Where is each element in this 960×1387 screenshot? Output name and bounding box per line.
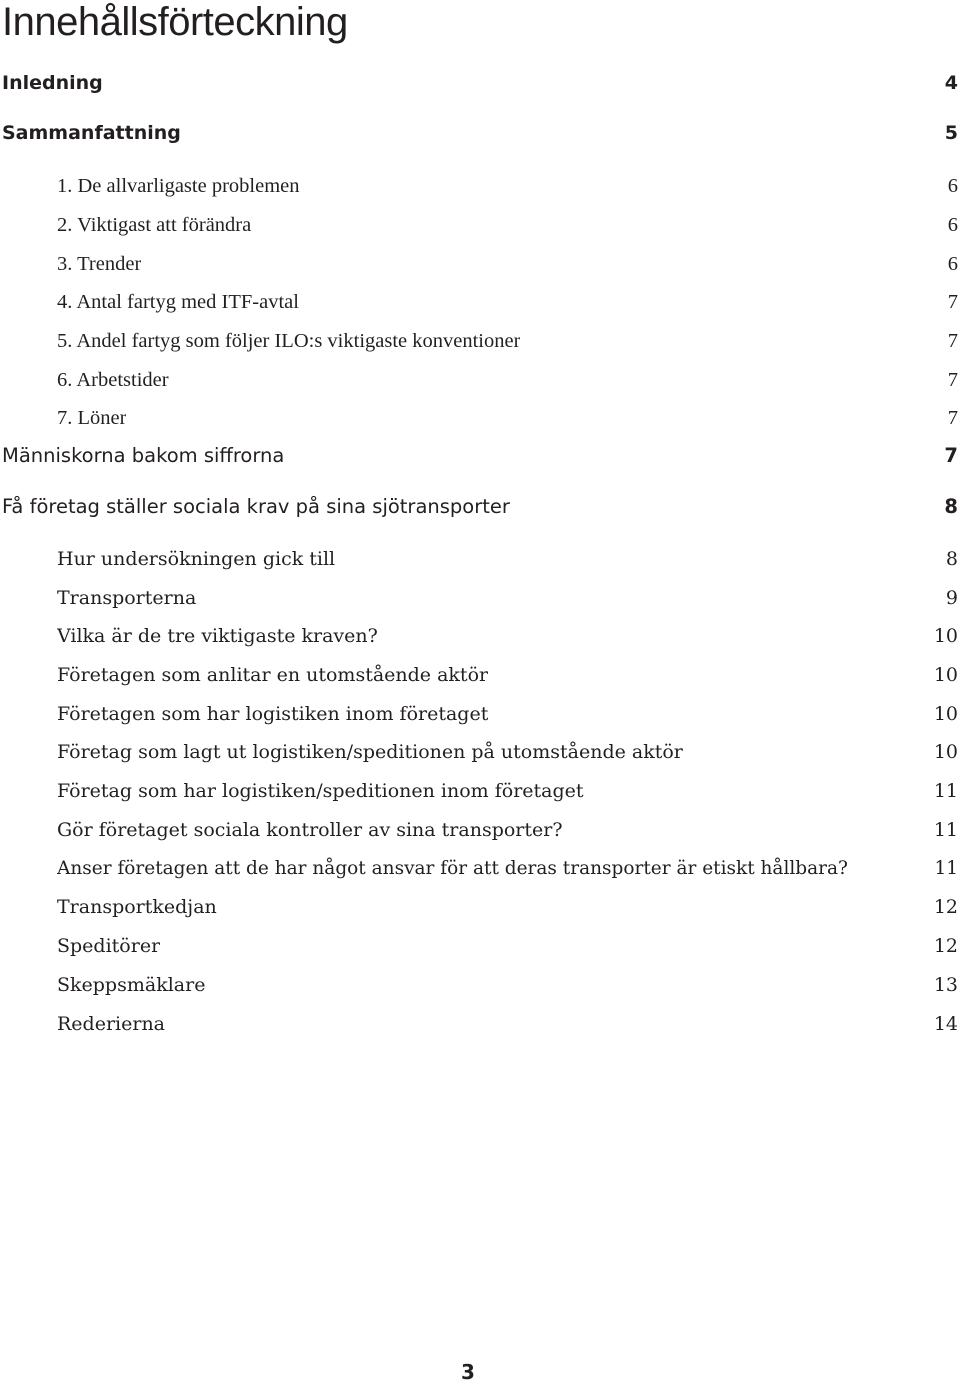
toc-subentry[interactable] <box>57 288 958 316</box>
toc-entry-sammanfattning[interactable] <box>2 118 958 148</box>
toc-subentry[interactable] <box>57 584 958 612</box>
toc-subentry[interactable] <box>57 545 958 573</box>
toc-subentry[interactable] <box>57 327 958 355</box>
toc-subentry[interactable] <box>57 777 958 805</box>
toc-subentry-label: 5. Andel fartyg som följer ILO:s viktigaste konventioner <box>57 330 521 352</box>
toc-subentry[interactable] <box>57 366 958 394</box>
toc-subentry-label: Företag som lagt ut logistiken/speditionen på utomstående aktör <box>57 741 683 763</box>
toc-subentry-page: 7 <box>947 407 958 429</box>
toc-subentry-page: 14 <box>933 1013 958 1035</box>
toc-entry-label: Människorna bakom siffrorna <box>2 444 285 467</box>
toc-entry-page: 7 <box>944 444 958 467</box>
toc-subentry[interactable] <box>57 855 958 883</box>
toc-entry-label: Inledning <box>2 72 103 94</box>
toc-subentry[interactable] <box>57 1010 958 1038</box>
toc-subentry[interactable] <box>57 971 958 999</box>
toc-entry-label: Få företag ställer sociala krav på sina sjötransporter <box>2 495 510 518</box>
toc-subentry-page: 10 <box>933 703 958 725</box>
toc-entry-page: 5 <box>944 122 958 144</box>
toc-subentry-page: 10 <box>933 625 958 647</box>
toc-subentry-page: 6 <box>947 253 958 275</box>
toc-subentry-page: 7 <box>947 369 958 391</box>
toc-subentry-page: 13 <box>933 974 958 996</box>
toc-subentry[interactable] <box>57 250 958 278</box>
toc-subentry-label: 3. Trender <box>57 253 142 275</box>
toc-subentry-label: Företagen som har logistiken inom företaget <box>57 703 489 725</box>
toc-entry-fa-foretag[interactable] <box>2 492 958 522</box>
toc-entry-inledning[interactable] <box>2 68 958 98</box>
toc-subentry-label: 7. Löner <box>57 407 127 429</box>
toc-subentry-label: 2. Viktigast att förändra <box>57 214 252 236</box>
page-number: 3 <box>461 1360 475 1384</box>
toc-subentry-page: 6 <box>947 214 958 236</box>
toc-entry-page: 4 <box>944 72 958 94</box>
toc-subentry-label: 6. Arbetstider <box>57 369 169 391</box>
toc-subentry-label: 1. De allvarligaste problemen <box>57 175 300 197</box>
toc-entry-manniskorna[interactable] <box>2 441 958 471</box>
toc-subentry-label: 4. Antal fartyg med ITF-avtal <box>57 291 299 313</box>
toc-subentry-label: Anser företagen att de har något ansvar för att deras transporter är etiskt hållbara? <box>57 858 848 879</box>
toc-subentry-page: 11 <box>933 780 958 802</box>
toc-subentry-label: Gör företaget sociala kontroller av sina transporter? <box>57 819 563 841</box>
toc-subentry[interactable] <box>57 211 958 239</box>
toc-subentry-page: 12 <box>933 935 958 957</box>
toc-subentry-label: Skeppsmäklare <box>57 974 206 996</box>
toc-subentry-label: Transportkedjan <box>57 896 217 918</box>
toc-subentry[interactable] <box>57 700 958 728</box>
toc-subentry-page: 7 <box>947 291 958 313</box>
toc-subentry[interactable] <box>57 172 958 200</box>
toc-subentry-label: Företag som har logistiken/speditionen inom företaget <box>57 780 584 802</box>
toc-subentry-label: Hur undersökningen gick till <box>57 548 336 570</box>
page-title: Innehållsförteckning <box>2 0 348 44</box>
toc-subentry-page: 8 <box>945 548 958 570</box>
toc-subentry[interactable] <box>57 661 958 689</box>
toc-subentry-page: 12 <box>933 896 958 918</box>
toc-subentry-page: 11 <box>934 858 958 879</box>
toc-subentry-label: Företagen som anlitar en utomstående aktör <box>57 664 489 686</box>
toc-subentry[interactable] <box>57 932 958 960</box>
toc-subentry[interactable] <box>57 404 958 432</box>
toc-subentry-page: 6 <box>947 175 958 197</box>
toc-subentry-page: 7 <box>947 330 958 352</box>
toc-subentry-label: Speditörer <box>57 935 161 957</box>
toc-subentry[interactable] <box>57 622 958 650</box>
toc-subentry[interactable] <box>57 738 958 766</box>
toc-subentry-label: Vilka är de tre viktigaste kraven? <box>57 625 378 647</box>
toc-subentry-page: 9 <box>945 587 958 609</box>
toc-entry-label: Sammanfattning <box>2 122 181 144</box>
toc-subentry-label: Rederierna <box>57 1013 166 1035</box>
toc-subentry[interactable] <box>57 893 958 921</box>
toc-subentry-page: 10 <box>933 664 958 686</box>
toc-subentry-label: Transporterna <box>57 587 197 609</box>
toc-subentry-page: 10 <box>933 741 958 763</box>
toc-subentry-page: 11 <box>933 819 958 841</box>
toc-subentry[interactable] <box>57 816 958 844</box>
toc-entry-page: 8 <box>944 495 958 518</box>
